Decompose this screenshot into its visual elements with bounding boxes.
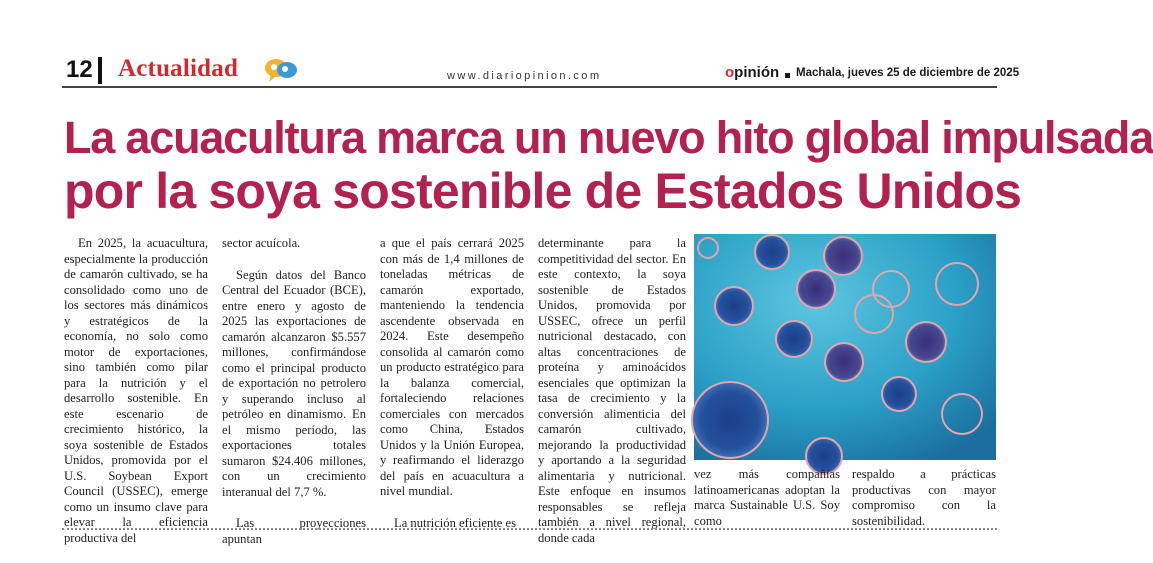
- header-divider: [98, 57, 102, 84]
- website-link[interactable]: www.diariopinion.com: [447, 70, 602, 82]
- speech-bubbles-icon: [263, 56, 299, 84]
- page-header: [0, 0, 1024, 90]
- paragraph: determinante para la competitividad del sector. En este contexto, la soya sostenible de Estados Unidos, promovida por USSEC, ofrece un perfil nutricional destacado, con altas concentraciones de proteína y aminoácidos esenciales que optimizan la tasa de crecimiento y la conversión alimenticia del camarón cultivado, mejorando la productividad y aportando a la seguridad alimentaria y nutricional. Este enfoque en insumos responsables se refleja también a nivel regional, donde cada: [538, 236, 686, 545]
- article-column-6: [852, 467, 996, 545]
- paragraph: Según datos del Banco Central del Ecuador (BCE), entre enero y agosto de 2025 las exportaciones de camarón alcanzaron $5.557 millones, confirmándose como el principal producto de exportación no petrolero y superando incluso al petróleo en dinamismo. En el mismo período, las exportaciones totales sumaron $24.406 millones, con un crecimiento interanual del 7,7 %.: [222, 267, 366, 499]
- page-number: 12: [66, 56, 93, 83]
- paragraph: sector acuícola.: [222, 236, 301, 250]
- paragraph: vez más compañías latinoamericanas adoptan la marca Sustainable U.S. Soy como: [694, 467, 840, 528]
- headline-line-1: La acuacultura marca un nuevo hito global impulsada: [64, 112, 1153, 163]
- paragraph: respaldo a prácticas productivas con mayor compromiso con la sostenibilidad.: [852, 467, 996, 528]
- footer-dotted-rule: [62, 528, 997, 530]
- article-column-2: [222, 236, 366, 563]
- dateline: Machala, jueves 25 de diciembre de 2025: [796, 67, 1020, 79]
- fish-pens-illustration: [694, 234, 996, 460]
- paragraph: Las proyecciones apuntan: [222, 516, 366, 546]
- paragraph: a que el país cerrará 2025 con más de 1,4 millones de toneladas métricas de camarón exportado, manteniendo la tendencia ascendente observada en 2024. Este desempeño consolida al camarón como un producto estratégico para la balanza comercial, fortaleciendo relaciones comerciales con mercados como China, Estados Unidos y la Unión Europea, y reafirmando el liderazgo del país en acuacultura a nivel mundial.: [380, 236, 524, 498]
- paragraph: La nutrición eficiente es: [394, 515, 517, 530]
- aquaculture-photo: [694, 234, 996, 460]
- section-title: Actualidad: [118, 55, 239, 82]
- article-column-1: [64, 236, 208, 562]
- logo-text: pinión: [734, 64, 780, 81]
- logo-square: [785, 73, 790, 78]
- headline-line-2: por la soya sostenible de Estados Unidos: [64, 163, 1022, 219]
- paragraph: En 2025, la acuacultura, especialmente la producción de camarón cultivado, se ha consolidado como uno de los sectores más dinámicos y estratégicos de la economía, no solo como motor de exportaciones, sino también como pilar para la nutrición y el desarrollo sostenible. En este escenario de crecimiento histórico, la soya sostenible de Estados Unidos, promovida por el U.S. Soybean Export Council (USSEC), emerge como un insumo clave para elevar la eficiencia productiva del: [64, 236, 208, 545]
- newspaper-logo: opinión: [725, 64, 780, 81]
- article-column-5: [694, 467, 840, 545]
- header-rule: [62, 86, 997, 88]
- article-column-4: [538, 236, 686, 562]
- article-column-3: [380, 236, 524, 547]
